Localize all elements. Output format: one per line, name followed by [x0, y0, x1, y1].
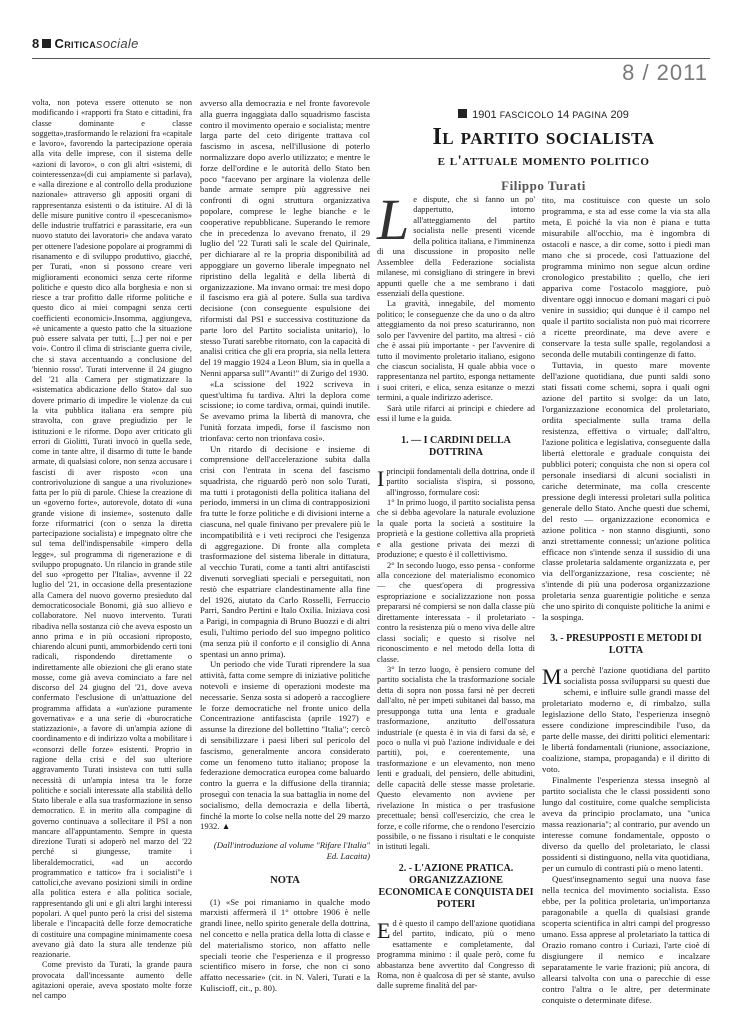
- paragraph: Finalmente l'esperienza stessa insegnò al partito socialista che le classi possidenti sono lungo dal costituire, come qualche semplicista aveva da principio proclamato, una "unica massa reazionaria"; al contrario, pur avendo un interesse comune fondamentale, opposto o diverso da quello del proletariato, le classi possidenti si distinguono, nella vita quotidiana, per un cumulo di contrasti più o meno latenti.: [542, 775, 710, 874]
- note-heading: NOTA: [270, 874, 300, 886]
- page-number: 8: [32, 36, 40, 51]
- meta-year: 1901: [472, 109, 497, 121]
- paragraph-text: principii fondamentali della dottrina, onde il partito socialista s'ispira, si possono, all'ingrosso, formulare così:: [386, 466, 535, 497]
- footnote: (1) «Se poi rimaniamo in qualche modo marxisti affermerà il 1° ottobre 1906 è nelle grandi linee, nello spirito generale della dottrina, nel concetto e nella pratica della lotta di classe e del materialismo storico, non affatto nelle speciali teorie che l'esperienza e il progresso scientifico misero in forse, che non ci sono affatto necessarie» (cit. in N. Valeri, Turati e la Kuliscioff, cit., p. 80).: [200, 896, 370, 993]
- paragraph: Tuttavia, in questo mare movente dell'azione quotidiana, due punti saldi sono stati fissati come schemi, sopra i quali ogni azione del partito si svolge: da un lato, l'organizzazione economica del proletariato, ordita specialmente sulla trama della resistenza, effettiva o virtuale; dall'altro, l'azione politica e legislativa, conseguente dalla libertà elettorale e graduale conquista dei pubblici poteri; conquista che non si opera col personale insediarsi di alcuni socialisti in cariche determinate, ma colla crescente pressione degli interessi proletari sulla politica generale dello Stato. Anche questi due schemi, del resto — organizzazione economica e azione politica - non stanno disgiunti, sono anzi strettamente connessi; un'azione politica efficace non s'intende senza il sussidio di una classe proletaria saldamente organizzata e, per via dell'organizzazione, resa cosciente; nè s'intende di più una poderosa organizzazione proletaria senza guarentigie politiche e senza che uno spirito di conquiste politiche la animi e la sospinga.: [542, 359, 710, 623]
- paragraph: [377, 187, 535, 299]
- paragraph: avverso alla democrazia e nel fronte favorevole alla guerra ingaggiata dallo squadrismo fascista contro il movimento operaio e socialista; mentre larga parte del ceto dirigente trattava col fascismo in ascesa, nell'illusione di poterlo normalizzare dopo averlo utilizzato; e mentre le forze dell'ordine e le autorità dello Stato ben poco "facevano per arginare la violenza delle bande armate sempre più aggressive nei confronti di ogni struttura organizzativa popolare, comprese le leghe bianche e le cooperative repubblicane. Superando le remore che in precedenza lo avevano frenato, il 29 luglio del '22 Turati salì le scale del Quirinale, per dichiarare al re la propria disponibilità ad appoggiare un governo liberale impegnato nel ripristino della legalità e della libertà di organizzazione. Ma invano ormai: tre mesi dopo il fascismo era già al potere. Sulla sua tardiva decisione (con conseguente espulsione dei riformisti dal PSI e successiva costituzione da parte loro del Partito socialista unitario), lo stesso Turati sarebbe ritornato, con la capacità di analisi critica che gli era propria, sia nella lettera del 19 maggio 1924 a Leon Blum, sia in quella a Nenni apparsa sull'"Avanti!" di Zurigo del 1930.: [200, 98, 370, 378]
- paragraph: Quest'insegnamento seguì una nuova fase nella tecnica del movimento socialista. Esso ebbe, per la politica proletaria, un'importanza paragonabile a quella di qualsiasi grande scoperta scientifica in altri campi del progresso umano. Essa apprese al proletariato la tattica di Orazio romano contro i Curiazi, l'arte cioè di disgiungere il nemico e incalzare separatamente le varie frazioni; più ancora, di allearsi talvolta con una o parecchie di esse contro l'altra o le altre, per determinate conquiste o determinate difese.: [542, 874, 710, 1005]
- source-line: (Dall'introduzione al volume "Rifare l'Italia": [213, 840, 370, 851]
- header-rule: [32, 58, 710, 59]
- drop-cap: E: [377, 917, 391, 943]
- column-1: [32, 98, 192, 1001]
- paragraph: Come previsto da Turati, la grande paura provocata dall'incessante aumento delle agitazioni operaie, aveva spostato molte forze nel campo: [32, 960, 192, 1001]
- paragraph: «La scissione del 1922 scriveva in quest'ultima fu tardiva. Altri la deplora come scissione; io come tardiva, ormai, quindi inutile. Se avevamo prima la libertà di manovra, che l'unità forzata impedì, forse il fascismo non trionfava: certo non trionfava così».: [200, 378, 370, 443]
- paragraph: 3° In terzo luogo, è pensiero comune del partito socialista che la trasformazione sociale detta di sopra non possa farsi nè per decreti dall'alto, nè per impeti subitanei dal basso, ma presupponga tutta una lenta e graduale trasformazione, anzitutto dell'ossatura industriale (e questa è in via di farsi da sè, e poco o nulla vi può l'azione individuale e dei partiti), poi, e coerentemente, una trasformazione e un elevamento, non meno lenti e graduali, del pensiero, delle abitudini, delle capacità delle stesse masse proletarie. Questo elevamento non avviene per rivelazione In mistica o per trasfusione precettuale; bensì coll'esercizio, che crea le forze, e colle riforme, che o rendono l'esercizio possibile, o ne fissano i risultati e le conquiste in istituti legali.: [377, 664, 535, 852]
- page-header: [32, 36, 139, 51]
- article-title: Il partito socialista: [432, 124, 655, 150]
- meta-fascicolo: 14: [556, 109, 570, 121]
- column-3: [377, 187, 535, 992]
- meta-page-label: PAGINA: [572, 110, 608, 120]
- paragraph: Sarà utile rifarci ai principi e chiedere ad essi il lume e la guida.: [377, 403, 535, 424]
- source-line: Ed. Lacaita): [326, 850, 370, 861]
- article-meta: [377, 109, 710, 121]
- issue-date: 8 / 2011: [622, 60, 708, 85]
- paragraph: La gravità, innegabile, del momento politico; le conseguenze che da uno o da altro atteggiamento da noi preso scaturiranno, non solo per l'avvenire del partito, ma altresì - ciò che è assai più importante - per l'avvenire di tutto il movimento proletario italiano, esigono che ciascun socialista, H quale abbia voce o rappresentanza nel partito, esponga nettamente i suoi criteri, e elica, senza esitanze o mezzi termini, a quale indirizzo aderisce.: [377, 299, 535, 403]
- paragraph: volta, non poteva essere ottenuto se non modificando i «rapporti fra Stato e cittadini, fra classe dominante e classe soggetta»,trasformando le relazioni fra «capitale e lavoro», favorendo la partecipazione operaia alla vita delle imprese, con il sistema delle «azioni di lavoro», o con gli altri «sistemi, di cointeressenza»(di cui ampiamente si parlava), e «alla direzione e al controllo della produzione nazionale» attraverso gli appositi organi di rappresentanza esistenti o da istituire. Al di là delle misure punitive contro il «pescecanismo» delle industrie truffatrici e parassitarie, era «un nuovo statuto dei lavoratori» che andava varato per ottenere l'adesione popolare ai programmi di risanamento e di sviluppo produttivo, giacché, per Turati, «non si possono creare veri miglioramenti economici senza certe riforme politiche e questo dico alla borghesia e non si riesce a trar profitto dalle riforme politiche e questo dico ai miei compagni senza certi coefficienti economici».Insomma, aggiungeva, «è unicamente a questo patto che la situazione può essere salvata per tutti, [...] per noi e per voi». Contro il clima di strisciante guerra civile, che si stava accentuando a conclusione del 'biennio rosso'. Turati intervenne il 24 giugno del '21 alla Camera per stigmatizzare la «sistematica abdicazione dello Stato» dal suo dovere primario di impedire le violenze da cui la vita pubblica italiana era sempre più stravolta, con grave pregiudizio per le istituzioni e le riforme. Dopo aver criticato gli errori di Giolitti, Turati invocò in quella sede, come in tante altre, il disarmo di tutte le bande armate, di qualsiasi colore, non senza accusare i fascisti di aver risposto «con una controrivoluzione di sangue a una rivoluzione» fatta per lo più di parole. Chiese la creazione di un «governo forte», autorevole, dotato di «una grande visione di insieme», sostenuto dalle forze riformatrici (con o senza la diretta partecipazione socialista) e impegnato oltre che sul tema dell'indispensabile «impero della legge», sul programma di rigenerazione e di sviluppo propugnato. Un rilancio in grande stile del suo «progetto per l'Italia», avvenne il 22 luglio del '21, in occasione della presentazione alla Camera del nuovo governo presieduto dal democraticosociale Bonomi, già suo allievo e collaboratore. Nel nuovo intervento. Turati ribadiva nella sostanza ciò che aveva esposto un anno prima e in più occasioni riproposto, chiarendo alcuni punti, ammorbidendo certi toni radicali, rispondendo direttamente o indirettamente alle obiezioni che gli erano state mosse, come già aveva cominciato a fare nel discorso del 24 giugno del '21, dove aveva confermato l'esclusione di un'attuazione del programma affidata a «un'azione puramente governativa» e a una serie di «burocratiche statizzazioni», a favore di un'ampia azione di coordinamento e di indirizzo volta a mobilitare i «consorzi delle forze» esistenti. Proprio in ragione della crisi e del suo ulteriore aggravamento Turati insisteva con tutti sulla necessità di un'ampia intesa tra le forze politiche e sociali interessate alla stabilità dello Stato liberale e alla sua trasformazione in senso democratico. E in merito alla compagine di governo continuava a sollecitare il PSI a non mancare all'appuntamento. Sempre in questa direzione Turati si adoperò nel marzo del '22 perché si giungesse, tramite i liberaldemocratici, «ad un accordo programmatico e tattico» fra i socialisti"e i cattolici,che avevano posizioni simili in ordine alla politica estera e alla politica sociale, rappresentando gli uni e gli altri larghi interessi popolari. A quel punto però la crisi del sistema liberale e l'incapacità delle forze democratiche di costituire una compagine minimamente coesa avevano già dato la stura alle tendenze più reazionarie.: [32, 98, 193, 960]
- drop-cap: I: [377, 465, 385, 491]
- column-2: [200, 98, 370, 994]
- column-4: [542, 195, 710, 1006]
- paragraph: tito, ma costituisce con queste un solo programma, e sta ad esse come la via sta alla meta, E poiché la via non è piana e tutta misurabile all'occhio, ma è ingombra di ostacoli e nasce, a dir come, sotto i piedi man mano che si procede, così l'attuazione del programma minimo non segue alcun ordine cronologico prestabilito ; quello, che ieri appariva come l'ostacolo maggiore, può diventare oggi innocuo e domani magari ci può venire in sussidio; qui dunque è il campo nel quale il partito socialista non può mai ricorrere a ricette preordinate, ma deve avere e conservare la testa sulle spalle, regolandosi a seconda delle mutabili contingenze di fatto.: [542, 195, 710, 359]
- section-heading: 1. — I CARDINI DELLA DOTTRINA: [401, 434, 511, 458]
- square-bullet-icon: [458, 109, 467, 118]
- meta-page: 209: [610, 109, 629, 121]
- section-heading: 2. - L'AZIONE PRATICA. ORGANIZZAZIONE ECONOMICA E CONQUISTA DEI POTERI: [378, 862, 534, 910]
- paragraph: Un periodo che vide Turati riprendere la sua attività, fatta come sempre di iniziative politiche notevoli e insieme di operazioni modeste ma necessarie. Senza sosta si adoperò a raccogliere le forze democratiche nel fronte unico della Concentrazione antifascista (aprile 1927) e assunse la direzione del bollettino "Italia"; cercò di sensibilizzare i paesi liberi sul pericolo del fascismo, generalmente ancora considerato come un fenomeno tutto italiano; propose la federazione democratica europea come baluardo contro la guerra e la diffusione della tirannia; proseguì con tenacia la sua battaglia in nome del socialismo, della democrazia e della libertà, finché la morte lo colse nella notte del 29 marzo 1932. ▲: [200, 659, 370, 832]
- brand-suffix: sociale: [96, 36, 139, 51]
- article-author: Filippo Turati: [501, 178, 586, 193]
- paragraph: [377, 919, 535, 992]
- paragraph: [542, 665, 710, 775]
- paragraph: Un ritardo di decisione e insieme di comprensione dell'accelerazione subita dalla crisi con l'entrata in scena del fascismo squadrista, che riguardò però non solo Turati, ma tutti i protagonisti della politica italiana del periodo, immersi in un clima di contrapposizioni fra tutte le forze politiche e di divisioni interne a ciascuna, nel quale finivano per prevalere più le incompatibilità e i veti reciproci che l'esigenza di aggregazione. Di fronte alla completa trasformazione del sistema liberale in dittatura, al vecchio Turati, come a tanti altri antifascisti divenuti sorvegliati speciali e perseguitati, non restò che espatriare clandestinamente alla fine del 1926, aiutato da Carlo Rosselli, Ferruccio Parri, Sandro Pertini e Italo Oxilia. Iniziava così a Parigi, in compagnia di Bruno Buozzi e di altri esuli, l'ultimo periodo del suo impegno politico (ma senza più il conforto e il consiglio di Anna spentasi un anno prima).: [200, 443, 370, 659]
- article-subtitle: e l'attuale momento politico: [437, 153, 650, 169]
- paragraph: 2° In secondo luogo, esso pensa - conforme alla concezione del materialismo economico — che quest'opera di progressiva espropriazione e socializzazione non possa prepararsi né compiersi se non dalla classe più direttamente interessata - il proletariato - contro la resistenza più o meno viva delle altre classi sociali; e questo si risolve nel riconoscimento e nel metodo della lotta di classe.: [377, 560, 535, 664]
- square-bullet-icon: [42, 39, 51, 48]
- brand-name: Critica: [54, 36, 97, 51]
- drop-cap: L: [377, 187, 410, 252]
- source-note: [200, 840, 370, 862]
- paragraph-text: d è questo il campo dell'azione quotidiana del partito, indicato, più o meno esattamente e completamente, dal programma minimo : il quale però, come fu abbastanza bene avvertito dal Congresso di Roma, non è qualcosa di per sè stante, avulso dalle supreme finalità del par-: [377, 918, 535, 991]
- drop-cap: M: [542, 664, 562, 690]
- section-heading: 3. - PRESUPPOSTI E METODI DI LOTTA: [550, 633, 702, 657]
- paragraph-text: a perchè l'azione quotidiana del partito socialista possa svilupparsi su questi due schemi, e influire sulle grandi masse del proletariato moderno e, di rimbalzo, sulla legislazione dello Stato, l'esperienza insegnò essere condizione imprescindibile l'uso, da parte delle masse, dei diritti politici elementari: le libertà fondamentali (riunione, associazione, coalizione, stampa, propaganda) e il diritto di voto.: [542, 665, 710, 775]
- meta-fascicolo-label: FASCICOLO: [499, 110, 554, 120]
- paragraph-text: e dispute, che si fanno un po' dappertutto, intorno all'atteggiamento del partito socialista nelle presenti vicende della politica italiana, e l'imminenza di una discussione in proposito nelle Assemblee della Federazione socialista milanese, mi consigliano di stringere in brevi appunti quelle che a me sembrano i dati essenziali della questione.: [377, 195, 535, 298]
- paragraph: 1° In primo luogo, il partito socialista pensa che si debba agevolare la naturale evoluzione la quale porta la società a sostituire la proprietà e la gestione collettiva alla proprietà e alla gestione privata dei mezzi di produzione; e questo è il collettivismo.: [377, 497, 535, 560]
- paragraph: [377, 467, 535, 498]
